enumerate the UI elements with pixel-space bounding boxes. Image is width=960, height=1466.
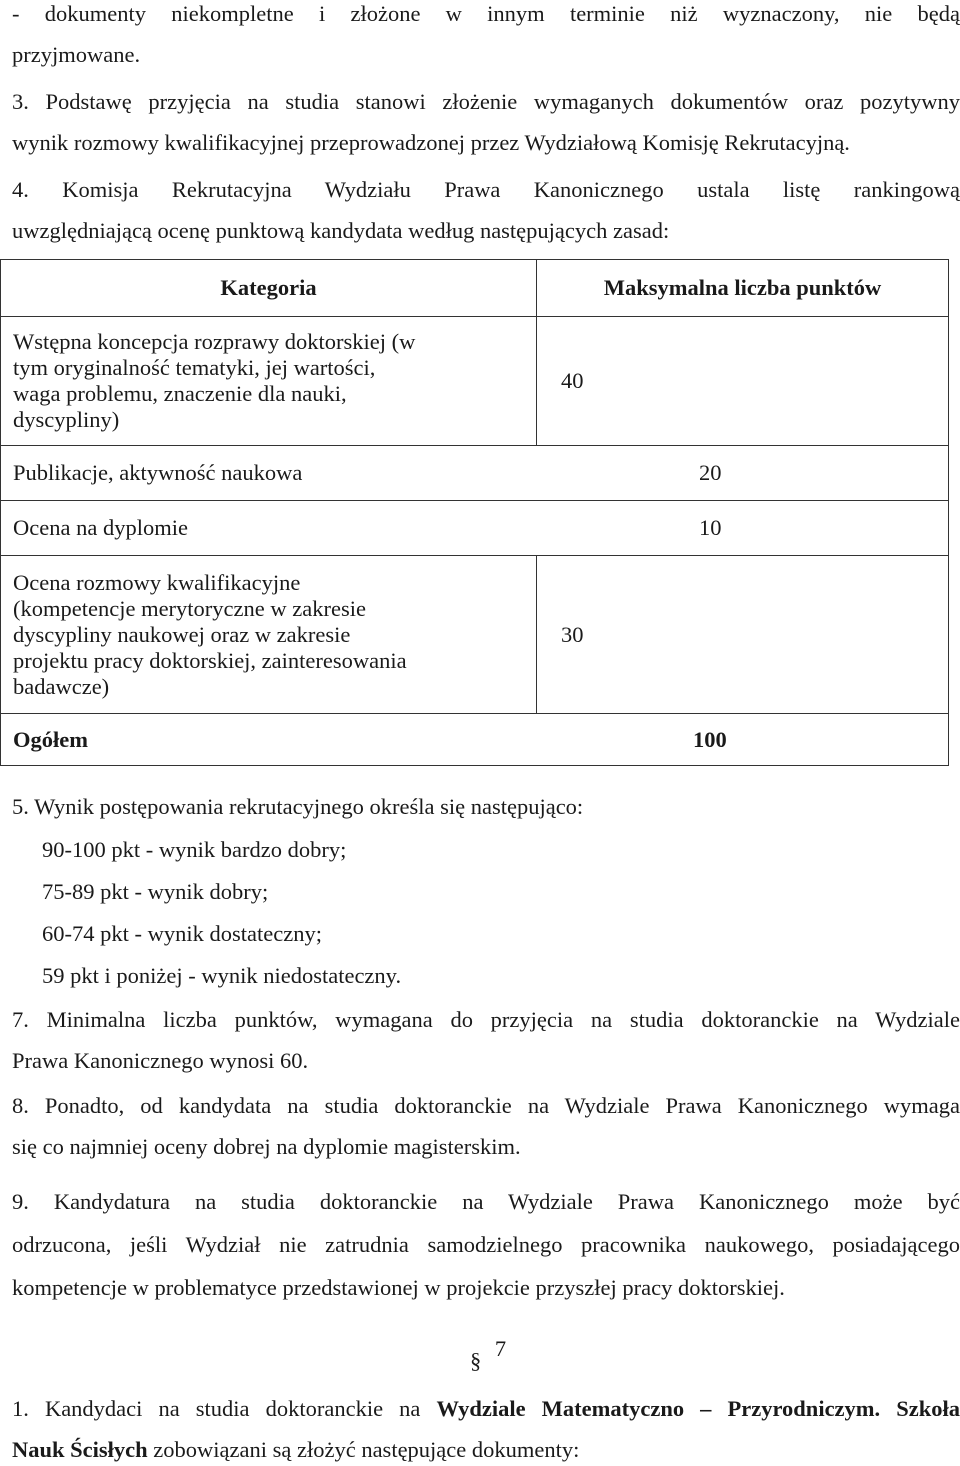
result-item: 59 pkt i poniżej - wynik niedostateczny.: [42, 963, 402, 988]
paragraph-4-line-1: 4. Komisja Rekrutacyjna Wydziału Prawa Kanonicznego ustala listę rankingową: [12, 177, 960, 202]
intro-line-1: - dokumenty niekompletne i złożone w innym terminie niż wyznaczony, nie będą: [12, 1, 960, 26]
final-line-1: 1. Kandydaci na studia doktoranckie na Wydziale Matematyczno – Przyrodniczym. Szkoła: [12, 1396, 960, 1421]
paragraph-9-line-1: 9. Kandydatura na studia doktoranckie na Wydziale Prawa Kanonicznego może być: [12, 1189, 960, 1214]
paragraph-3-line-1: 3. Podstawę przyjęcia na studia stanowi złożenie wymaganych dokumentów oraz pozytywny: [12, 89, 960, 114]
results-heading: 5. Wynik postępowania rekrutacyjnego określa się następująco:: [12, 794, 584, 819]
category-cell: Wstępna koncepcja rozprawy doktorskiej (w tym oryginalność tematyki, jej wartości, waga problemu, znaczenie dla nauki, dyscypliny): [1, 317, 537, 446]
paragraph-9-line-3: kompetencje w problematyce przedstawionej w projekcie przyszłej pracy doktorskiej.: [12, 1275, 785, 1300]
table-row: [1, 446, 949, 501]
total-cell: Ogółem 100: [1, 714, 949, 766]
points-cell: 40: [537, 317, 949, 446]
paragraph-8-line-1: 8. Ponadto, od kandydata na studia doktoranckie na Wydziale Prawa Kanonicznego wymaga: [12, 1093, 960, 1118]
table-row: [1, 556, 949, 714]
paragraph-9-line-2: odrzucona, jeśli Wydział nie zatrudnia samodzielnego pracownika naukowego, posiadającego: [12, 1232, 960, 1257]
intro-line-2: przyjmowane.: [12, 42, 141, 67]
result-item: 60-74 pkt - wynik dostateczny;: [42, 921, 322, 946]
table-row: [1, 317, 949, 446]
paragraph-7-line-1: 7. Minimalna liczba punktów, wymagana do przyjęcia na studia doktoranckie na Wydziale: [12, 1007, 960, 1032]
header-max-points: Maksymalna liczba punktów: [537, 260, 949, 317]
header-category: Kategoria: [1, 260, 537, 317]
points-cell: 30: [537, 556, 949, 714]
scoring-table: [0, 259, 949, 766]
result-item: 75-89 pkt - wynik dobry;: [42, 879, 269, 904]
paragraph-4-line-2: uwzględniającą ocenę punktową kandydata według następujących zasad:: [12, 218, 670, 243]
result-item: 90-100 pkt - wynik bardzo dobry;: [42, 837, 347, 862]
paragraph-8-line-2: się co najmniej oceny dobrej na dyplomie magisterskim.: [12, 1134, 521, 1159]
final-line-2: Nauk Ścisłych zobowiązani są złożyć następujące dokumenty:: [12, 1437, 580, 1462]
table-header-row: [1, 260, 949, 317]
paragraph-7-line-2: Prawa Kanonicznego wynosi 60.: [12, 1048, 309, 1073]
category-points-cell: Publikacje, aktywność naukowa 20: [1, 446, 949, 501]
category-points-cell: Ocena na dyplomie 10: [1, 501, 949, 556]
section-number: 7: [494, 1336, 507, 1361]
category-cell: Ocena rozmowy kwalifikacyjne (kompetencje merytoryczne w zakresie dyscypliny naukowej oraz w zakresie projektu pracy doktorskiej, zainteresowania badawcze): [1, 556, 537, 714]
section-heading: [470, 1336, 507, 1373]
points-value: 10: [699, 515, 722, 540]
section-symbol: §: [470, 1348, 482, 1373]
total-points: 100: [693, 726, 727, 752]
table-row: [1, 501, 949, 556]
paragraph-3-line-2: wynik rozmowy kwalifikacyjnej przeprowadzonej przez Wydziałową Komisję Rekrutacyjną.: [12, 130, 850, 155]
table-total-row: [1, 714, 949, 766]
points-value: 20: [699, 460, 722, 485]
